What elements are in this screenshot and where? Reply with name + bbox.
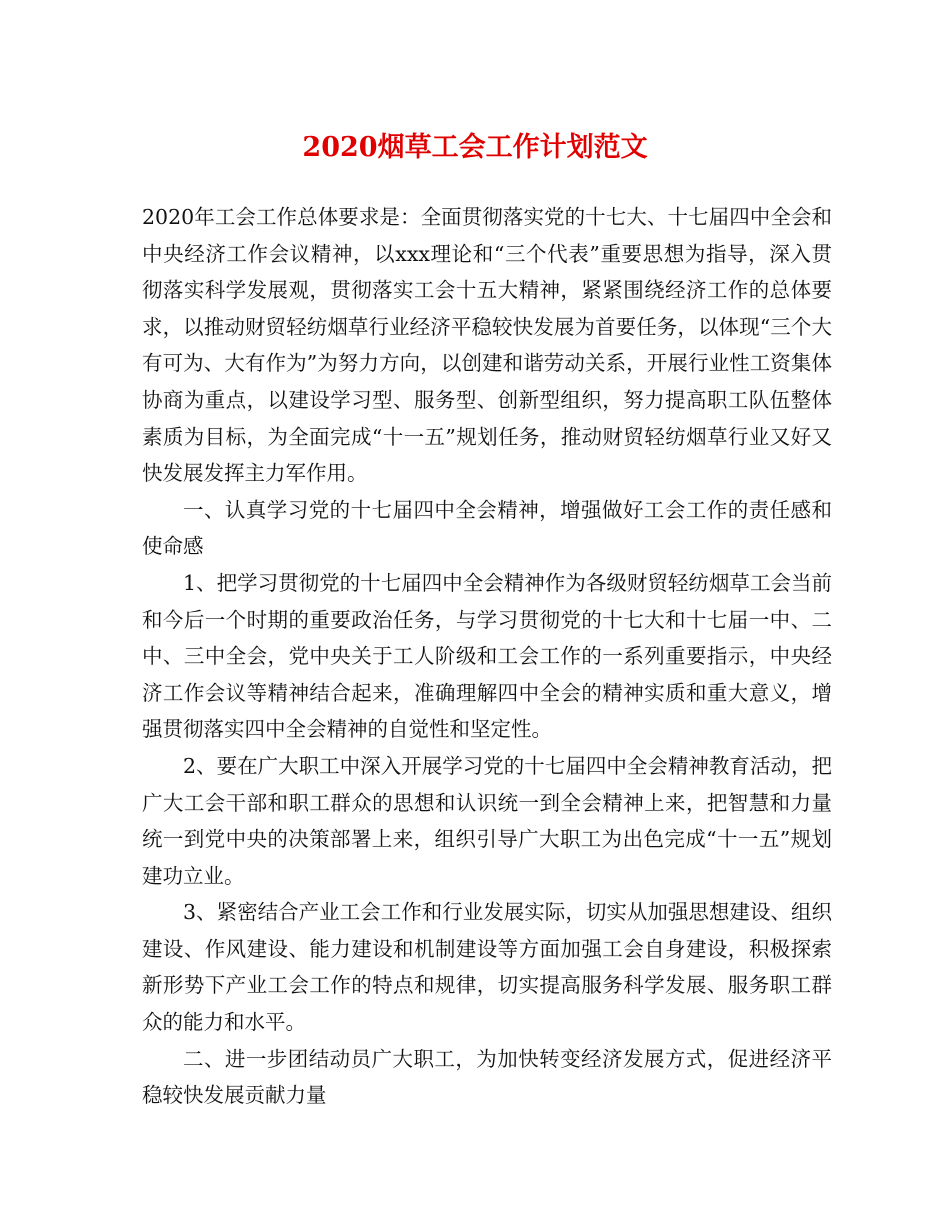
- paragraph-overview: 2020年工会工作总体要求是：全面贯彻落实党的十七大、十七届四中全会和中央经济工作会议精神，以xxx理论和“三个代表”重要思想为指导，深入贯彻落实科学发展观，贯彻落实工会十五大精神，紧紧围绕经济工作的总体要求，以推动财贸轻纺烟草行业经济平稳较快发展为首要任务，以体现“三个大有可为、大有作为”为努力方向，以创建和谐劳动关系，开展行业性工资集体协商为重点，以建设学习型、服务型、创新型组织，努力提高职工队伍整体素质为目标，为全面完成“十一五”规划任务，推动财贸轻纺烟草行业又好又快发展发挥主力军作用。: [142, 205, 832, 486]
- document-title: 2020烟草工会工作计划范文: [302, 132, 648, 163]
- heading-section-2: 二、进一步团结动员广大职工，为加快转变经济发展方式，促进经济平稳较快发展贡献力量: [142, 1046, 832, 1108]
- paragraph-item-3: 3、紧密结合产业工会工作和行业发展实际，切实从加强思想建设、组织建设、作风建设、能力建设和机制建设等方面加强工会自身建设，积极探索新形势下产业工会工作的特点和规律，切实提高服务科学发展、服务职工群众的能力和水平。: [142, 900, 832, 1035]
- paragraph-item-2: 2、要在广大职工中深入开展学习党的十七届四中全会精神教育活动，把广大工会干部和职工群众的思想和认识统一到全会精神上来，把智慧和力量统一到党中央的决策部署上来，组织引导广大职工为出色完成“十一五”规划建功立业。: [142, 753, 832, 888]
- heading-section-1: 一、认真学习党的十七届四中全会精神，增强做好工会工作的责任感和使命感: [142, 497, 832, 559]
- document-body: [142, 199, 832, 1114]
- paragraph-item-1: 1、把学习贯彻党的十七届四中全会精神作为各级财贸轻纺烟草工会当前和今后一个时期的重要政治任务，与学习贯彻党的十七大和十七届一中、二中、三中全会，党中央关于工人阶级和工会工作的一系列重要指示，中央经济工作会议等精神结合起来，准确理解四中全会的精神实质和重大意义，增强贯彻落实四中全会精神的自觉性和坚定性。: [142, 570, 832, 742]
